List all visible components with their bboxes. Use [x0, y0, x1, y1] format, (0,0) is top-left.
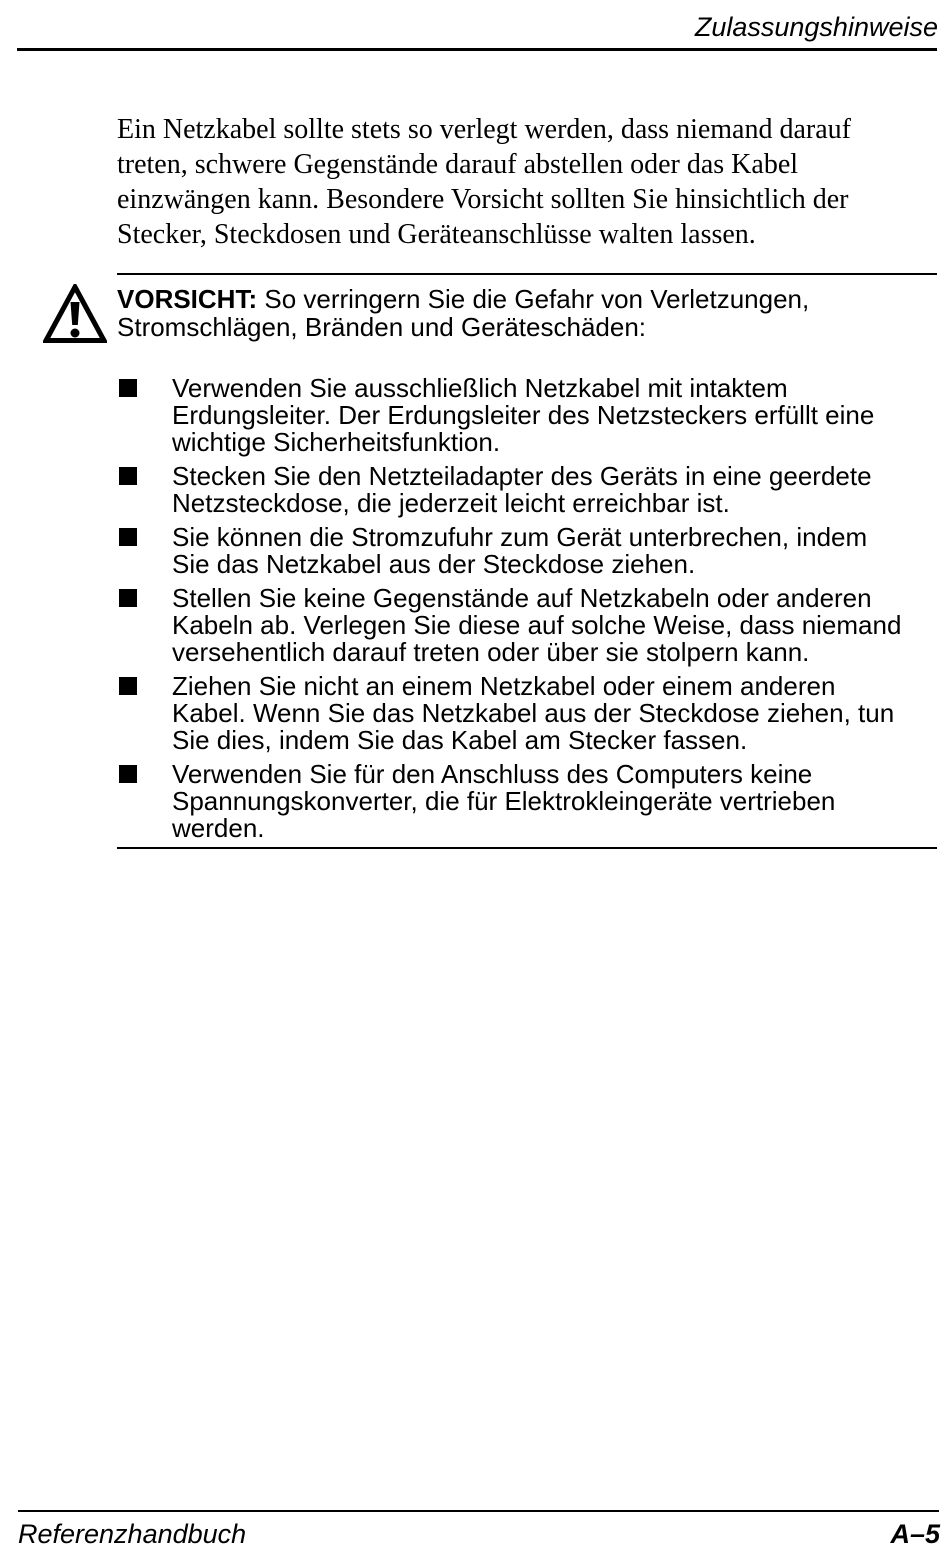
footer-page-number: A–5: [890, 1519, 940, 1549]
list-item: [119, 673, 940, 754]
list-item-text: Verwenden Sie ausschließlich Netzkabel mit intaktem Erdungsleiter. Der Erdungsleiter des Netzsteckers erfüllt eine wichtige Sicherheitsfunktion.: [172, 373, 875, 457]
header-rule: [17, 48, 937, 51]
warning-rule-top: [117, 273, 937, 275]
list-item: [119, 761, 940, 842]
warning-line-1-rest: So verringern Sie die Gefahr von Verletzungen,: [257, 284, 810, 314]
square-bullet-icon: [119, 379, 137, 397]
list-item-text: Sie können die Stromzufuhr zum Gerät unterbrechen, indem Sie das Netzkabel aus der Steckdose ziehen.: [172, 522, 868, 579]
list-item-text: Stellen Sie keine Gegenstände auf Netzkabeln oder anderen Kabeln ab. Verlegen Sie diese auf solche Weise, dass niemand versehentlich darauf treten oder über sie stolpern kann.: [172, 583, 902, 667]
warning-triangle-icon: [43, 284, 107, 344]
warning-label: VORSICHT:: [117, 284, 258, 314]
warning-bullet-list: [119, 375, 940, 849]
list-item: [119, 463, 940, 517]
warning-text: [117, 285, 940, 341]
list-item-text: Verwenden Sie für den Anschluss des Computers keine Spannungskonverter, die für Elektrokleingeräte vertrieben werden.: [172, 759, 836, 843]
square-bullet-icon: [119, 677, 137, 695]
list-item: [119, 524, 940, 578]
list-item: [119, 375, 940, 456]
square-bullet-icon: [119, 589, 137, 607]
footer-rule: [18, 1510, 939, 1512]
list-item-text: Ziehen Sie nicht an einem Netzkabel oder einem anderen Kabel. Wenn Sie das Netzkabel aus der Steckdose ziehen, tun Sie dies, indem Sie das Kabel am Stecker fassen.: [172, 671, 895, 755]
warning-rule-bottom: [117, 847, 937, 849]
warning-line-1: [117, 285, 940, 313]
square-bullet-icon: [119, 528, 137, 546]
footer-document-title: Referenzhandbuch: [18, 1519, 247, 1549]
intro-paragraph: Ein Netzkabel sollte stets so verlegt werden, dass niemand darauf treten, schwere Gegenstände darauf abstellen oder das Kabel einzwängen kann. Besondere Vorsicht sollten Sie hinsichtlich der Stecker, Steckdosen und Geräteanschlüsse walten lassen.: [117, 114, 851, 250]
square-bullet-icon: [119, 765, 137, 783]
page-header-title: Zulassungshinweise: [694, 12, 938, 42]
warning-line-2: Stromschlägen, Bränden und Geräteschäden:: [117, 312, 647, 342]
list-item-text: Stecken Sie den Netzteiladapter des Geräts in eine geerdete Netzsteckdose, die jederzeit leicht erreichbar ist.: [172, 461, 872, 518]
list-item: [119, 585, 940, 666]
square-bullet-icon: [119, 467, 137, 485]
